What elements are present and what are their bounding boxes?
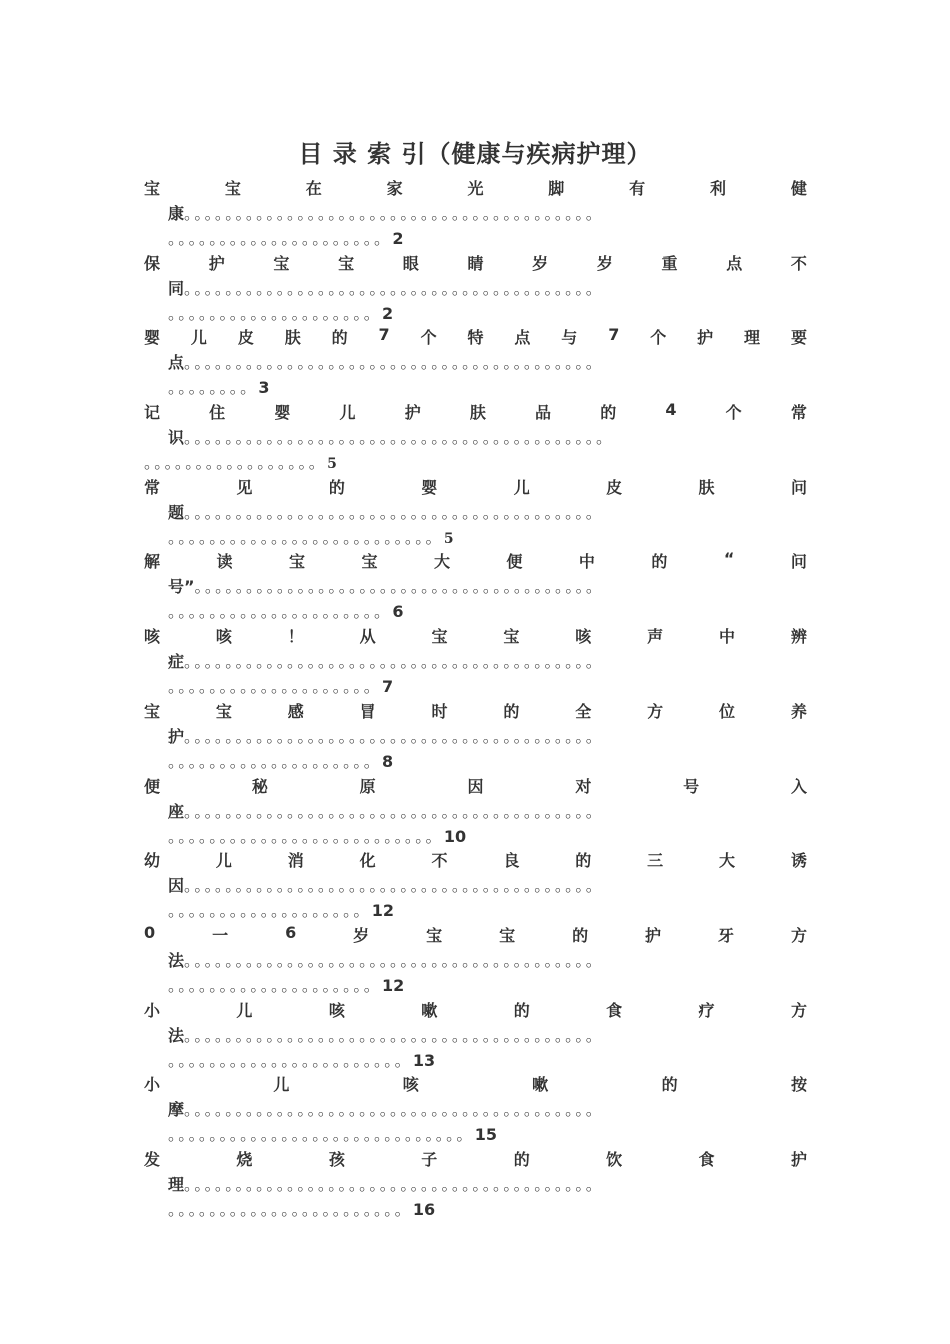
toc-title-char: 睛 <box>467 253 484 273</box>
toc-entry-title-line <box>144 923 807 947</box>
toc-title-char: 宝 <box>144 701 161 721</box>
dot-leader: 。。。。。。。。。。。。。。。。。。。。。。。。。。。。。 <box>168 1125 475 1145</box>
toc-entry-title-line <box>144 251 807 275</box>
toc-title-char: 点 <box>726 253 743 273</box>
toc-entry[interactable] <box>144 251 807 326</box>
toc-title-last-char: 症 <box>168 652 185 672</box>
toc-title-char: 大 <box>433 552 450 572</box>
toc-title-char: 护 <box>790 1149 807 1169</box>
toc-title-char: 发 <box>144 1149 161 1169</box>
toc-title-char: 宝 <box>431 627 448 647</box>
toc-entry-page-line <box>168 824 466 847</box>
toc-title-char: 常 <box>790 403 807 423</box>
toc-entry[interactable] <box>144 325 807 400</box>
dot-leader: 。。。。。。。。。。。。。。。。。。。。。 <box>168 229 393 248</box>
toc-entry-continuation <box>168 201 604 224</box>
toc-title-char: 要 <box>790 328 807 348</box>
toc-title-char: 嗽 <box>421 1000 438 1020</box>
toc-entry-page-line <box>168 599 403 622</box>
toc-title-char: 不 <box>790 253 807 273</box>
toc-page-number: 2 <box>382 303 394 323</box>
dot-leader: 。。。。。。。。。。。。。。。。。。。。。 <box>168 602 393 622</box>
toc-entry-page-line <box>168 1048 435 1071</box>
dot-leader: 。。。。。。。。。。。。。。。。。 <box>144 453 328 473</box>
toc-title-char: 中 <box>578 552 595 572</box>
toc-entry[interactable] <box>144 176 807 251</box>
toc-title-char: 号 <box>683 776 700 796</box>
dot-leader: 。。。。。。。。。。。。。。。。。。。。。。。。。。。。。。。。。。。。。。。 <box>194 577 605 597</box>
toc-title-char: 婴 <box>421 477 438 497</box>
dot-leader: 。。。。。。。。。。。。。。。。。。。。。。。。。。。。。。。。。。。。。。。。。 <box>184 428 615 448</box>
toc-title-char: 儿 <box>236 1000 253 1020</box>
toc-title-char: 方 <box>790 1000 807 1020</box>
dot-leader: 。。。。。。。。。。。。。。。。。。。。。。。。。。 <box>168 527 444 547</box>
toc-entry-title-line <box>144 400 807 424</box>
toc-title-char: 见 <box>236 477 253 497</box>
toc-title-char: 烧 <box>236 1149 253 1169</box>
toc-title-char: 在 <box>305 179 322 198</box>
toc-entry-continuation <box>168 425 614 448</box>
dot-leader: 。。。。。。。。 <box>168 378 259 398</box>
toc-title-char: 宝 <box>361 552 378 572</box>
toc-title-char: 的 <box>513 1149 530 1169</box>
toc-entry-title-line <box>144 549 807 573</box>
toc-title-char: 的 <box>331 328 348 348</box>
toc-entry-title-line <box>144 176 807 200</box>
toc-title-char: 中 <box>719 627 736 647</box>
dot-leader: 。。。。。。。。。。。。。。。。。。。。 <box>168 303 383 323</box>
toc-entry-page-line <box>168 973 404 996</box>
toc-title-char: 的 <box>513 1000 530 1020</box>
toc-title-char: 诱 <box>790 851 807 871</box>
toc-page-number: 3 <box>258 378 270 398</box>
toc-title-char: 宝 <box>426 925 443 945</box>
toc-title-char: 住 <box>209 403 226 423</box>
toc-title-char: 岁 <box>596 253 613 273</box>
toc-title-char: 儿 <box>215 851 232 871</box>
toc-entry-continuation <box>168 873 604 896</box>
toc-entry-title-line <box>144 624 807 648</box>
toc-entry[interactable] <box>144 400 807 475</box>
toc-title-char: 对 <box>575 776 592 796</box>
toc-entry[interactable] <box>144 1147 807 1222</box>
toc-entry-page-line <box>168 898 394 921</box>
toc-title-char: 护 <box>404 403 421 423</box>
toc-title-char: 护 <box>645 925 662 945</box>
toc-entry[interactable] <box>144 475 807 550</box>
toc-page-number: 5 <box>327 456 337 473</box>
toc-title-char: 7 <box>378 325 390 345</box>
toc-entry-continuation <box>168 574 604 597</box>
dot-leader: 。。。。。。。。。。。。。。。。。。。。 <box>168 751 383 771</box>
toc-page-number: 6 <box>392 602 404 622</box>
toc-entry-continuation <box>168 500 604 523</box>
toc-title-char: 饮 <box>606 1149 623 1169</box>
toc-title-char: 宝 <box>338 253 355 273</box>
toc-title-char: 子 <box>421 1149 438 1169</box>
toc-entry-continuation <box>168 649 604 672</box>
toc-title-char: 的 <box>572 925 589 945</box>
toc-title-char: 肤 <box>284 328 301 348</box>
toc-title-last-char: 法 <box>168 1025 185 1045</box>
toc-title-char: 问 <box>790 552 807 572</box>
toc-title-char: 的 <box>661 1075 678 1095</box>
toc-title-char: 孩 <box>328 1149 345 1169</box>
toc-title-char: 入 <box>790 776 807 796</box>
toc-page-number: 5 <box>443 530 454 547</box>
toc-title-char: 的 <box>575 851 592 871</box>
dot-leader: 。。。。。。。。。。。。。。。。。。。。。。。。。。。。。。。。。。。。。。。。 <box>184 204 605 223</box>
toc-title-char: 的 <box>600 403 617 423</box>
toc-title-char: 个 <box>650 328 667 348</box>
toc-title-last-char: 摩 <box>168 1100 185 1120</box>
toc-title-char: 婴 <box>144 328 161 348</box>
toc-title-char: 不 <box>431 851 448 871</box>
toc-title-last-char: 号” <box>168 577 195 597</box>
toc-title-char: 健 <box>790 179 807 198</box>
toc-title-char: 重 <box>661 253 678 273</box>
toc-title-char: 0 <box>144 922 156 942</box>
toc-title-char: 三 <box>647 851 664 871</box>
toc-entry-page-line <box>168 1197 435 1220</box>
toc-title-char: 个 <box>420 328 437 348</box>
toc-entry-title-line <box>144 774 807 798</box>
toc-title-char: 宝 <box>215 701 232 721</box>
toc-title-char: 牙 <box>718 925 735 945</box>
toc-title-char: 食 <box>606 1000 623 1020</box>
toc-entry-title-line <box>144 998 807 1022</box>
toc-entry-title-line <box>144 699 807 723</box>
toc-title-char: 从 <box>359 627 376 647</box>
toc-title-char: 宝 <box>273 253 290 273</box>
toc-entry[interactable] <box>144 998 807 1073</box>
toc-title-char: 儿 <box>513 477 530 497</box>
toc-title-char: 按 <box>790 1075 807 1095</box>
toc-entry-continuation <box>168 948 604 971</box>
toc-page-number: 7 <box>382 677 394 697</box>
toc-entry-page-line <box>168 226 403 249</box>
toc-title-char: ！ <box>287 627 304 647</box>
toc-title-char: 感 <box>287 701 304 721</box>
toc-title-char: 良 <box>503 851 520 871</box>
toc-title-char: 记 <box>144 403 161 423</box>
toc-title-char: 解 <box>144 552 161 572</box>
toc-title-char: 6 <box>285 922 297 942</box>
toc-title-char: 咳 <box>402 1075 419 1095</box>
toc-entry-page-line <box>168 375 270 398</box>
toc-title-char: 便 <box>144 776 161 796</box>
toc-title-char: 宝 <box>499 925 516 945</box>
toc-title-char: 护 <box>697 328 714 348</box>
dot-leader: 。。。。。。。。。。。。。。。。。。。 <box>168 901 372 921</box>
toc-entry-title-line <box>144 848 807 872</box>
toc-title-last-char: 座 <box>168 801 185 821</box>
toc-entry[interactable] <box>144 774 807 849</box>
toc-entry-page-line <box>168 525 454 548</box>
toc-title-last-char: 题 <box>168 502 185 522</box>
toc-title-last-char: 因 <box>168 876 185 896</box>
dot-leader: 。。。。。。。。。。。。。。。。。。。。。。。。。。。。。。。。。。。。。。。。 <box>184 950 605 970</box>
toc-title-char: 的 <box>328 477 345 497</box>
toc-title-char: 冒 <box>359 701 376 721</box>
toc-entry-page-line <box>168 1122 497 1145</box>
toc-title-last-char: 康 <box>168 204 185 223</box>
toc-title-char: 与 <box>561 328 578 348</box>
toc-title-char: 眼 <box>402 253 419 273</box>
toc-entry-title-line <box>144 1147 807 1171</box>
dot-leader: 。。。。。。。。。。。。。。。。。。。。。。。。。。。。。。。。。。。。。。。。 <box>184 1025 605 1045</box>
toc-title-char: 有 <box>629 179 646 198</box>
toc-title-char: 宝 <box>288 552 305 572</box>
toc-title-char: 养 <box>790 701 807 721</box>
toc-entry-title-line <box>144 325 807 349</box>
toc-title-char: 品 <box>535 403 552 423</box>
toc-entry-continuation <box>168 1097 604 1120</box>
toc-page-number: 13 <box>412 1050 436 1070</box>
toc-title-char: 一 <box>212 925 229 945</box>
toc-entry-page-line <box>168 301 393 324</box>
toc-title-char: 皮 <box>606 477 623 497</box>
dot-leader: 。。。。。。。。。。。。。。。。。。。。 <box>168 975 383 995</box>
toc-entry[interactable] <box>144 923 807 998</box>
dot-leader: 。。。。。。。。。。。。。。。。。。。。。。。。。。。。。。。。。。。。。。。。 <box>184 801 605 821</box>
toc-title-char: 宝 <box>144 179 161 198</box>
dot-leader: 。。。。。。。。。。。。。。。。。。。。。。。。。。。。。。。。。。。。。。。。 <box>184 502 605 522</box>
toc-entry-continuation <box>168 276 604 299</box>
toc-title-char: 岁 <box>353 925 370 945</box>
toc-title-last-char: 点 <box>168 353 185 373</box>
toc-entry-title-line <box>144 475 807 499</box>
dot-leader: 。。。。。。。。。。。。。。。。。。。。。。。 <box>168 1050 413 1070</box>
toc-page-number: 10 <box>443 826 467 846</box>
toc-title-char: “ <box>723 549 735 569</box>
toc-entry-continuation <box>168 724 604 747</box>
toc-title-char: 理 <box>744 328 761 348</box>
toc-title-char: 读 <box>216 552 233 572</box>
toc-entry[interactable] <box>144 848 807 923</box>
toc-title-char: 光 <box>467 179 484 198</box>
toc-title-char: 肤 <box>698 477 715 497</box>
toc-title-char: 点 <box>514 328 531 348</box>
toc-title-char: 肤 <box>469 403 486 423</box>
dot-leader: 。。。。。。。。。。。。。。。。。。。。。。。 <box>168 1199 413 1219</box>
toc-page-number: 16 <box>412 1199 436 1219</box>
toc-title-char: 大 <box>719 851 736 871</box>
toc-title-char: 常 <box>144 477 161 497</box>
dot-leader: 。。。。。。。。。。。。。。。。。。。。。。。。。。。。。。。。。。。。。。。。 <box>184 1174 605 1194</box>
toc-page-number: 2 <box>392 229 404 248</box>
toc-title-char: 咳 <box>328 1000 345 1020</box>
toc-title-last-char: 护 <box>168 726 185 746</box>
toc-title-char: 因 <box>467 776 484 796</box>
toc-entry-continuation <box>168 1172 604 1195</box>
toc-title-char: 个 <box>725 403 742 423</box>
dot-leader: 。。。。。。。。。。。。。。。。。。。。。。。。。。。。。。。。。。。。。。。。 <box>184 652 605 672</box>
toc-title-char: 消 <box>287 851 304 871</box>
toc-entry-continuation <box>168 799 604 822</box>
dot-leader: 。。。。。。。。。。。。。。。。。。。。 <box>168 677 383 697</box>
toc-title-char: 时 <box>431 701 448 721</box>
toc-title-char: 嗽 <box>532 1075 549 1095</box>
toc-title-char: 特 <box>467 328 484 348</box>
toc-title-char: 保 <box>144 253 161 273</box>
toc-title-char: 问 <box>790 477 807 497</box>
toc-title-char: 化 <box>359 851 376 871</box>
toc-title-char: 方 <box>647 701 664 721</box>
toc-title-char: 小 <box>144 1075 161 1095</box>
toc-title-char: 便 <box>506 552 523 572</box>
toc-title-char: 咳 <box>215 627 232 647</box>
toc-title-char: 家 <box>386 179 403 198</box>
dot-leader: 。。。。。。。。。。。。。。。。。。。。。。。。。。 <box>168 826 444 846</box>
dot-leader: 。。。。。。。。。。。。。。。。。。。。。。。。。。。。。。。。。。。。。。。。 <box>184 726 605 746</box>
toc-title-char: 辨 <box>790 627 807 647</box>
dot-leader: 。。。。。。。。。。。。。。。。。。。。。。。。。。。。。。。。。。。。。。。。 <box>184 353 605 373</box>
toc-title-char: 婴 <box>274 403 291 423</box>
toc-title-last-char: 同 <box>168 278 185 298</box>
toc-title-char: 幼 <box>144 851 161 871</box>
toc-title-char: 食 <box>698 1149 715 1169</box>
toc-title-char: 小 <box>144 1000 161 1020</box>
toc-title-char: 皮 <box>237 328 254 348</box>
toc-title-char: 疗 <box>698 1000 715 1020</box>
toc-title-char: 儿 <box>339 403 356 423</box>
toc-page-number: 8 <box>382 751 394 771</box>
toc-title-char: 护 <box>208 253 225 273</box>
toc-title-char: 岁 <box>532 253 549 273</box>
toc-title-char: 4 <box>665 400 677 420</box>
toc-title-last-char: 理 <box>168 1174 185 1194</box>
toc-title-char: 秘 <box>251 776 268 796</box>
toc-title-char: 宝 <box>503 627 520 647</box>
toc-title-char: 位 <box>719 701 736 721</box>
toc-title-last-char: 识 <box>168 428 185 448</box>
toc-title-char: 的 <box>503 701 520 721</box>
toc-page-number: 15 <box>474 1125 497 1145</box>
toc-title-char: 咳 <box>144 627 161 647</box>
toc-entry-page-line <box>168 749 393 772</box>
toc-title-char: 咳 <box>575 627 592 647</box>
toc-title-char: 全 <box>575 701 592 721</box>
toc-page-number: 12 <box>382 975 405 995</box>
dot-leader: 。。。。。。。。。。。。。。。。。。。。。。。。。。。。。。。。。。。。。。。。 <box>184 278 605 298</box>
dot-leader: 。。。。。。。。。。。。。。。。。。。。。。。。。。。。。。。。。。。。。。。。 <box>184 1100 605 1120</box>
toc-title-char: 的 <box>651 552 668 572</box>
toc-entry-page-line <box>144 450 337 473</box>
toc-entry-continuation <box>168 1023 604 1046</box>
toc-entry-continuation <box>168 350 604 373</box>
toc-title-char: 儿 <box>190 328 207 348</box>
toc-title-char: 声 <box>647 627 664 647</box>
toc-title-char: 7 <box>608 325 620 345</box>
toc-title-last-char: 法 <box>168 950 185 970</box>
toc-page-number: 12 <box>371 901 394 921</box>
toc-title-char: 原 <box>359 776 376 796</box>
toc-entry[interactable] <box>144 624 807 699</box>
toc-title-char: 方 <box>790 925 807 945</box>
toc-entry[interactable] <box>144 549 807 624</box>
toc-title-char: 儿 <box>273 1075 290 1095</box>
toc-title-char: 脚 <box>548 179 565 198</box>
page-title: 目 录 索 引（健康与疾病护理） <box>298 140 652 168</box>
table-of-contents <box>144 176 807 1222</box>
dot-leader: 。。。。。。。。。。。。。。。。。。。。。。。。。。。。。。。。。。。。。。。。 <box>184 876 605 896</box>
toc-entry-title-line <box>144 1072 807 1096</box>
toc-entry-page-line <box>168 674 393 697</box>
toc-title-char: 利 <box>710 179 727 198</box>
toc-title-char: 宝 <box>224 179 241 198</box>
toc-entry[interactable] <box>144 699 807 774</box>
toc-entry[interactable] <box>144 1072 807 1147</box>
